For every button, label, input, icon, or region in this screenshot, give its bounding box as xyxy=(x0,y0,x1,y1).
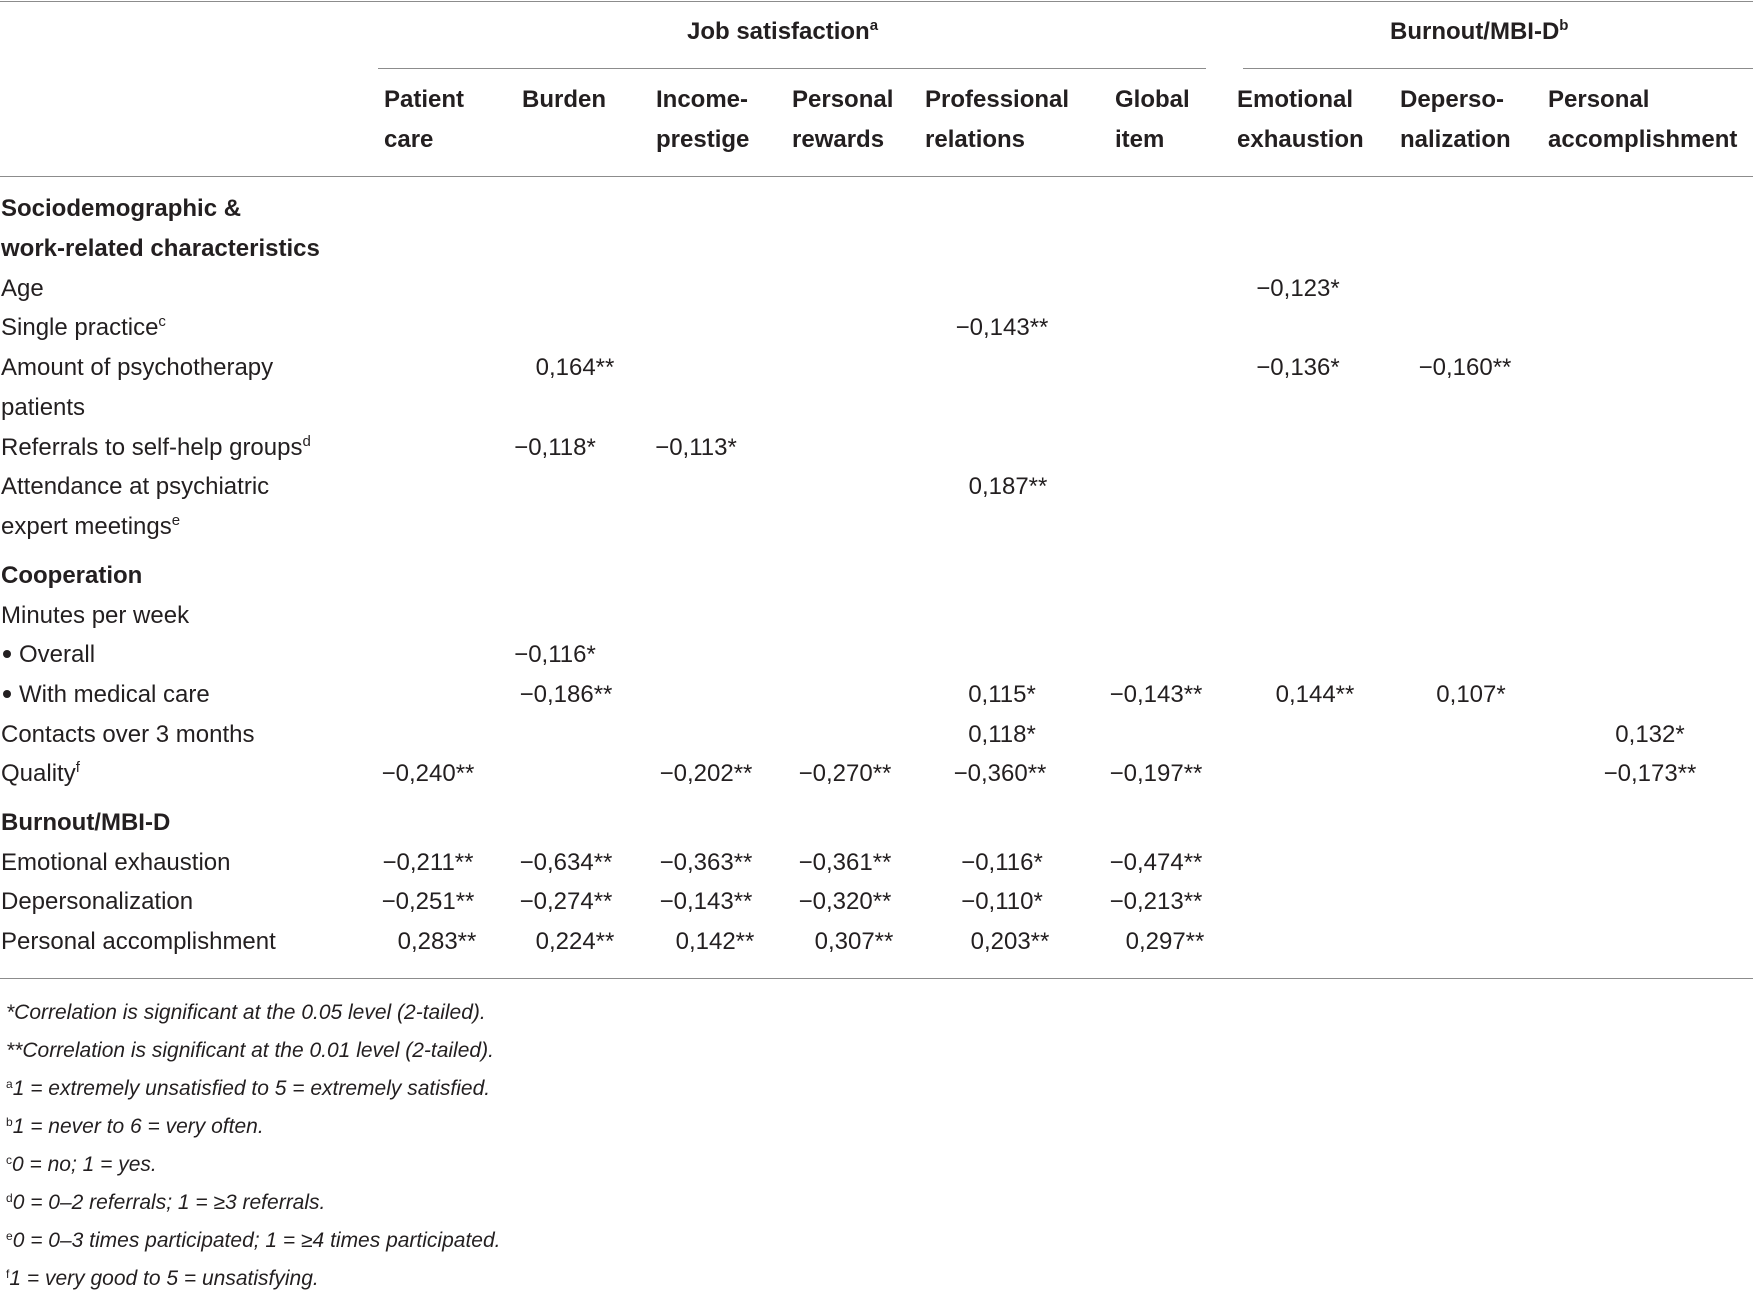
cell-referrals-income: −0,113* xyxy=(655,434,737,461)
cell-dp-professional: −0,110* xyxy=(961,888,1043,915)
row-label-single-practice: Single practice$^c$ xyxy=(1,313,166,341)
cell-amount-deperso: −0,160** xyxy=(1418,354,1512,381)
col-header-personal-rewards: Personal rewards xyxy=(792,86,894,153)
row-label-amount-psychotherapy: Amount of psychotherapy patients xyxy=(1,354,274,421)
footnote-f: $^f$1 = very good to 5 = unsatisfying. xyxy=(6,1267,319,1290)
cell-single-professional: −0,143** xyxy=(955,314,1049,341)
cell-contacts-personal-acc: 0,132* xyxy=(1615,721,1685,748)
cell-referrals-burden: −0,118* xyxy=(514,434,596,461)
cell-quality-patient: −0,240** xyxy=(381,760,475,787)
row-label-with-medical-care: With medical care xyxy=(1,675,210,715)
cell-medical-professional: 0,115* xyxy=(968,681,1036,708)
footnote-a: $^a$1 = extremely unsatisfied to 5 = extremely satisfied. xyxy=(6,1077,491,1100)
cell-pa-income: 0,142** xyxy=(675,928,755,955)
cell-dp-patient: −0,251** xyxy=(381,888,475,915)
cell-medical-deperso: 0,107* xyxy=(1436,681,1506,708)
cell-medical-emotional: 0,144** xyxy=(1275,681,1355,708)
cell-ee-personal-rew: −0,361** xyxy=(798,849,892,876)
section-sociodemographic: Sociodemographic & work-related characteristics xyxy=(1,195,320,262)
cell-pa-patient: 0,283** xyxy=(397,928,477,955)
col-header-depersonalization: Deperso- nalization xyxy=(1400,86,1511,153)
cell-attendance-professional: 0,187** xyxy=(968,473,1048,500)
cell-pa-professional: 0,203** xyxy=(970,928,1050,955)
col-header-income-prestige: Income- prestige xyxy=(656,86,750,153)
cell-quality-income: −0,202** xyxy=(659,760,753,787)
cell-ee-burden: −0,634** xyxy=(519,849,613,876)
bullet-icon xyxy=(3,690,11,698)
cell-age-emotional: −0,123* xyxy=(1256,275,1340,302)
cell-pa-personal-rew: 0,307** xyxy=(814,928,894,955)
cell-pa-burden: 0,224** xyxy=(535,928,615,955)
row-label-overall: Overall xyxy=(1,635,95,675)
cell-contacts-professional: 0,118* xyxy=(968,721,1036,748)
footnote-b: $^b$1 = never to 6 = very often. xyxy=(6,1115,264,1138)
cell-pa-global: 0,297** xyxy=(1125,928,1205,955)
col-header-professional-relations: Professional relations xyxy=(925,86,1070,153)
col-header-patient-care: Patient care xyxy=(384,86,465,153)
cell-dp-global: −0,213** xyxy=(1109,888,1203,915)
footnote-d: $^d$0 = 0–2 referrals; 1 = ≥3 referrals. xyxy=(6,1191,326,1214)
cell-medical-burden: −0,186** xyxy=(519,681,613,708)
col-header-personal-accomplishment: Personal accomplishment xyxy=(1548,86,1738,153)
row-label-minutes-per-week: Minutes per week xyxy=(1,602,190,629)
cell-ee-global: −0,474** xyxy=(1109,849,1203,876)
row-label-personal-accomplishment: Personal accomplishment xyxy=(1,928,276,955)
row-label-quality: Quality$^f$ xyxy=(1,759,80,787)
header-bottom-rule xyxy=(0,176,1753,177)
body-bottom-rule xyxy=(0,978,1753,979)
cell-medical-global: −0,143** xyxy=(1109,681,1203,708)
cell-overall-burden: −0,116* xyxy=(514,641,596,668)
col-header-global-item: Global item xyxy=(1115,86,1190,153)
header-burnout: Burnout/$MBI-D^b$ xyxy=(1390,17,1569,45)
row-label-emotional-exhaustion: Emotional exhaustion xyxy=(1,849,231,876)
cell-dp-burden: −0,274** xyxy=(519,888,613,915)
row-label-age: Age xyxy=(1,275,44,302)
col-header-burden: Burden xyxy=(522,86,606,113)
footnote-c: $^c$0 = no; 1 = yes. xyxy=(6,1153,157,1176)
footnote-sig-01: **Correlation is significant at the 0.01 level (2-tailed). xyxy=(6,1039,494,1062)
col-header-emotional-exhaustion: Emotional exhaustion xyxy=(1237,86,1364,153)
section-cooperation: Cooperation xyxy=(1,562,143,589)
cell-quality-personal-acc: −0,173** xyxy=(1603,760,1697,787)
top-rule xyxy=(0,1,1753,2)
cell-amount-burden: 0,164** xyxy=(535,354,615,381)
row-label-attendance: Attendance at psychiatric expert meetings$^e$ xyxy=(1,473,270,540)
job-satisfaction-rule xyxy=(378,68,1206,69)
footnote-e: $^e$0 = 0–3 times participated; 1 = ≥4 times participated. xyxy=(6,1229,501,1252)
header-job-satisfaction: Job satisfaction$^a$ xyxy=(687,17,879,45)
cell-ee-patient: −0,211** xyxy=(382,849,474,876)
cell-quality-personal-rew: −0,270** xyxy=(798,760,892,787)
row-label-referrals: Referrals to self-help groups$^d$ xyxy=(1,433,311,461)
cell-dp-income: −0,143** xyxy=(659,888,753,915)
row-label-depersonalization: Depersonalization xyxy=(1,888,194,915)
cell-ee-professional: −0,116* xyxy=(961,849,1043,876)
cell-quality-global: −0,197** xyxy=(1109,760,1203,787)
cell-dp-personal-rew: −0,320** xyxy=(798,888,892,915)
footnote-sig-05: *Correlation is significant at the 0.05 level (2-tailed). xyxy=(6,1001,486,1024)
cell-ee-income: −0,363** xyxy=(659,849,753,876)
cell-quality-professional: −0,360** xyxy=(953,760,1047,787)
bullet-icon xyxy=(3,650,11,658)
burnout-rule xyxy=(1243,68,1753,69)
cell-amount-emotional: −0,136* xyxy=(1256,354,1340,381)
row-label-contacts: Contacts over 3 months xyxy=(1,721,255,748)
section-burnout: Burnout/MBI-D xyxy=(1,809,171,836)
